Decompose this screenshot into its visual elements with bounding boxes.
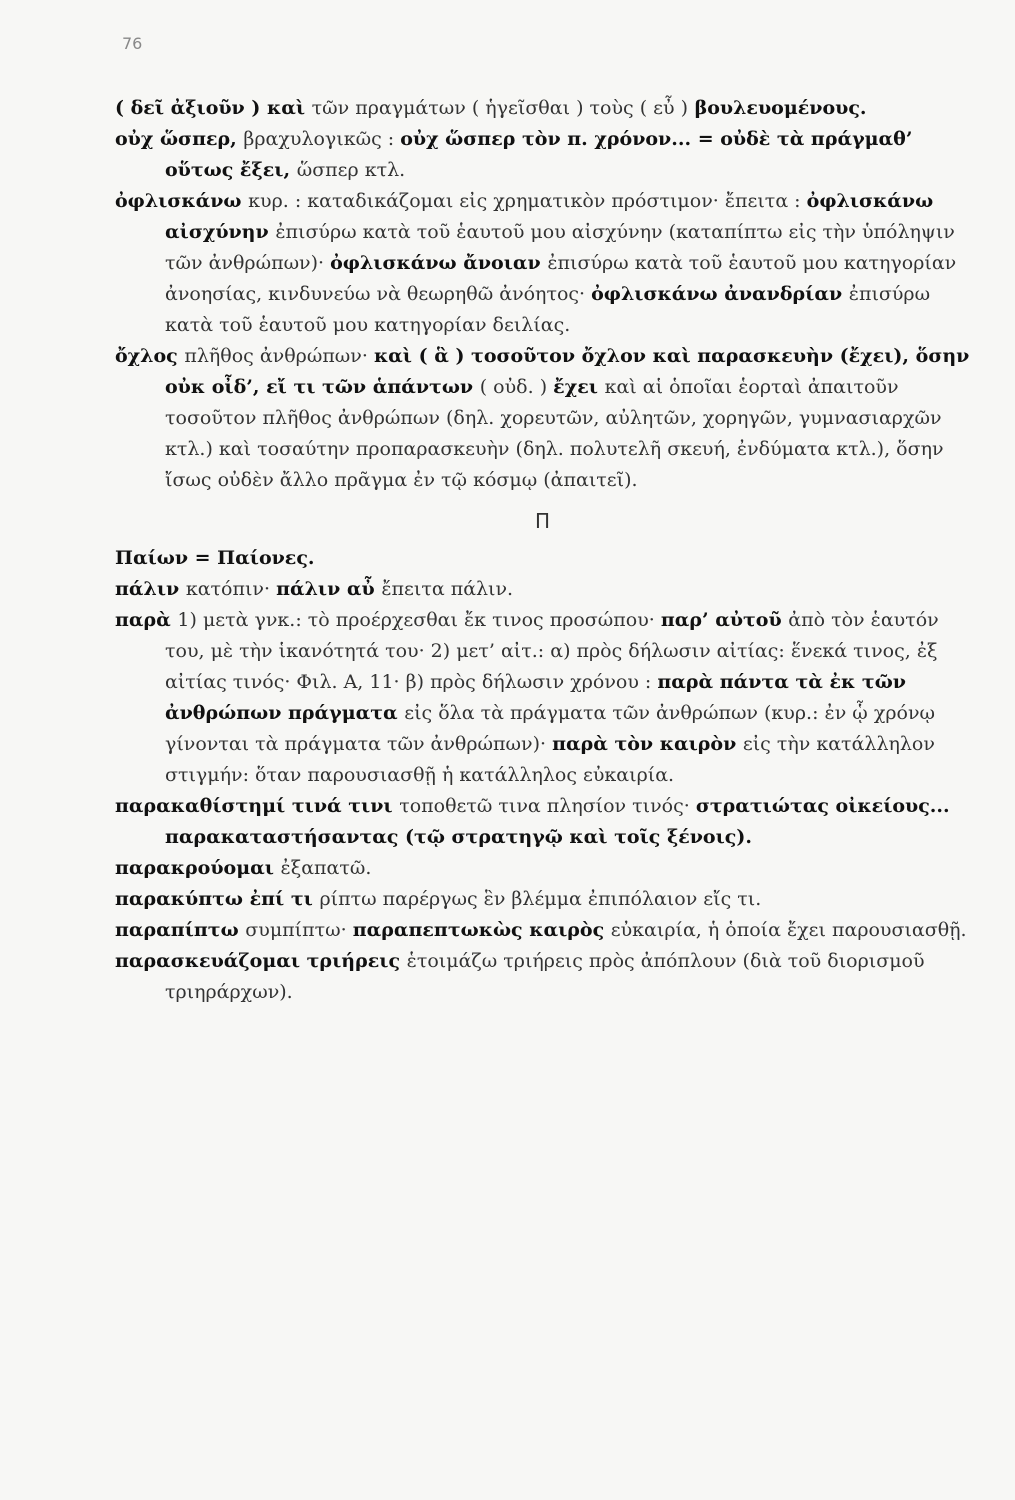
definition-text: βραχυλογικῶς : bbox=[243, 128, 401, 150]
headword-text: παρακαθίστημί τινά τινι bbox=[115, 795, 400, 817]
headword-text: παρασκευάζομαι τριήρεις bbox=[115, 950, 407, 972]
headword-text: παρὰ πάντα τὰ ἐκ τῶν ἀνθρώπων πράγματα bbox=[165, 671, 906, 724]
definition-text: ( οὐδ. ) bbox=[479, 376, 554, 398]
headword-text: καὶ ( ἃ ) τοσοῦτον ὄχλον καὶ παρασκευὴν (ἔχει), ὅσην οὐκ οἶδ’, εἴ τι τῶν ἁπάντων bbox=[165, 345, 970, 398]
dictionary-entry bbox=[115, 124, 970, 186]
dictionary-entry bbox=[115, 186, 970, 341]
definition-text: ἀπὸ τὸν ἑαυτόν του, μὲ τὴν ἱκανότητά του· 2) μετ’ αἰτ.: α) πρὸς δήλωσιν αἰτίας: ἕνεκά τινος, ἐξ αἰτίας τινός· Φιλ. Α, 11· β) πρὸς δήλωσιν χρόνου : bbox=[165, 609, 939, 693]
headword-text: παραπίπτω bbox=[115, 919, 246, 941]
entries-section-2 bbox=[115, 543, 970, 1008]
headword-text: ὀφλισκάνω ἀνανδρίαν bbox=[591, 283, 849, 305]
definition-text: πλῆθος ἀνθρώπων· bbox=[184, 345, 374, 367]
definition-text: τοποθετῶ τινα πλησίον τινός· bbox=[399, 795, 696, 817]
headword-text: βουλευομένους. bbox=[688, 97, 867, 119]
headword-text: πάλιν αὖ bbox=[276, 578, 382, 600]
definition-text: ὥσπερ κτλ. bbox=[296, 159, 406, 181]
dictionary-entry bbox=[115, 543, 970, 574]
definition-text: κατόπιν· bbox=[185, 578, 277, 600]
dictionary-entry bbox=[115, 93, 970, 124]
section-letter: Π bbox=[534, 509, 551, 533]
headword-text: ὀφλισκάνω αἰσχύνην bbox=[165, 190, 934, 243]
headword-text: παρακρούομαι bbox=[115, 857, 281, 879]
headword-text: παρακύπτω ἐπί τι bbox=[115, 888, 320, 910]
headword-text: στρατιώτας οἰκείους... παρακαταστήσαντας (τῷ στρατηγῷ καὶ τοῖς ξένοις). bbox=[165, 795, 950, 848]
headword-text: οὐχ ὥσπερ τὸν π. χρόνον... = οὐδὲ τὰ πράγμαθ’ οὕτως ἔξει, bbox=[165, 128, 913, 181]
entries-section-1 bbox=[115, 93, 970, 496]
headword-text: παρὰ τὸν καιρὸν bbox=[552, 733, 743, 755]
headword-text: παρ’ αὐτοῦ bbox=[660, 609, 789, 631]
dictionary-body bbox=[115, 93, 970, 1008]
dictionary-entry bbox=[115, 853, 970, 884]
headword-text: Παίων = Παίονες. bbox=[115, 547, 315, 569]
headword-text: ὀφλισκάνω ἄνοιαν bbox=[330, 252, 548, 274]
page-number: 76 bbox=[122, 34, 143, 53]
definition-text: συμπίπτω· bbox=[245, 919, 353, 941]
definition-text: 1) μετὰ γνκ.: τὸ προέρχεσθαι ἔκ τινος προσώπου· bbox=[177, 609, 661, 631]
definition-text: εἰς ὅλα τὰ πράγματα τῶν ἀνθρώπων (κυρ.: ἐν ᾧ χρόνῳ γίνονται τὰ πράγματα τῶν ἀνθρώπων)· bbox=[165, 702, 935, 755]
definition-text: τῶν πραγμάτων ( ἡγεῖσθαι ) τοὺς ( εὖ ) bbox=[311, 97, 688, 119]
headword-text: παραπεπτωκὼς καιρὸς bbox=[352, 919, 611, 941]
definition-text: κυρ. : καταδικάζομαι εἰς χρηματικὸν πρόστιμον· ἔπειτα : bbox=[248, 190, 807, 212]
headword-text: παρὰ bbox=[115, 609, 178, 631]
definition-text: ἐπισύρω κατὰ τοῦ ἑαυτοῦ μου κατηγορίαν ἀνοησίας, κινδυνεύω νὰ θεωρηθῶ ἀνόητος· bbox=[165, 252, 957, 305]
definition-text: ρίπτω παρέργως ἓν βλέμμα ἐπιπόλαιον εἴς τι. bbox=[319, 888, 762, 910]
headword-text: ἔχει bbox=[553, 376, 605, 398]
dictionary-entry bbox=[115, 605, 970, 791]
dictionary-entry bbox=[115, 884, 970, 915]
definition-text: καὶ αἱ ὁποῖαι ἑορταὶ ἀπαιτοῦν τοσοῦτον πλῆθος ἀνθρώπων (δηλ. χορευτῶν, αὐλητῶν, χορηγῶν, γυμνασιαρχῶν κτλ.) καὶ τοσαύτην προπαρασκευὴν (δηλ. πολυτελῆ σκευή, ἐνδύματα κτλ.), ὅσην ἴσως οὐδὲν ἄλλο πρᾶγμα ἐν τῷ κόσμῳ (ἀπαιτεῖ). bbox=[165, 376, 944, 491]
definition-text: εἰς τὴν κατάλληλον στιγμήν: ὅταν παρουσιασθῇ ἡ κατάλληλος εὐκαιρία. bbox=[165, 733, 935, 786]
dictionary-entry bbox=[115, 791, 970, 853]
dictionary-entry bbox=[115, 574, 970, 605]
definition-text: εὐκαιρία, ἡ ὁποία ἔχει παρουσιασθῇ. bbox=[610, 919, 967, 941]
dictionary-entry bbox=[115, 915, 970, 946]
definition-text: ἔπειτα πάλιν. bbox=[381, 578, 514, 600]
dictionary-entry bbox=[115, 946, 970, 1008]
definition-text: ἐξαπατῶ. bbox=[280, 857, 372, 879]
headword-text: πάλιν bbox=[115, 578, 186, 600]
headword-text: οὐχ ὥσπερ, bbox=[115, 128, 244, 150]
definition-text: ἑτοιμάζω τριήρεις πρὸς ἀπόπλουν (διὰ τοῦ διορισμοῦ τριηράρχων). bbox=[165, 950, 925, 1003]
definition-text: ἐπισύρω κατὰ τοῦ ἑαυτοῦ μου κατηγορίαν δειλίας. bbox=[165, 283, 931, 336]
headword-text: ( δεῖ ἀξιοῦν ) καὶ bbox=[115, 97, 312, 119]
headword-text: ὄχλος bbox=[115, 345, 185, 367]
headword-text: ὀφλισκάνω bbox=[115, 190, 249, 212]
dictionary-entry bbox=[115, 341, 970, 496]
definition-text: ἐπισύρω κατὰ τοῦ ἑαυτοῦ μου αἰσχύνην (καταπίπτω εἰς τὴν ὑπόληψιν τῶν ἀνθρώπων)· bbox=[165, 221, 955, 274]
